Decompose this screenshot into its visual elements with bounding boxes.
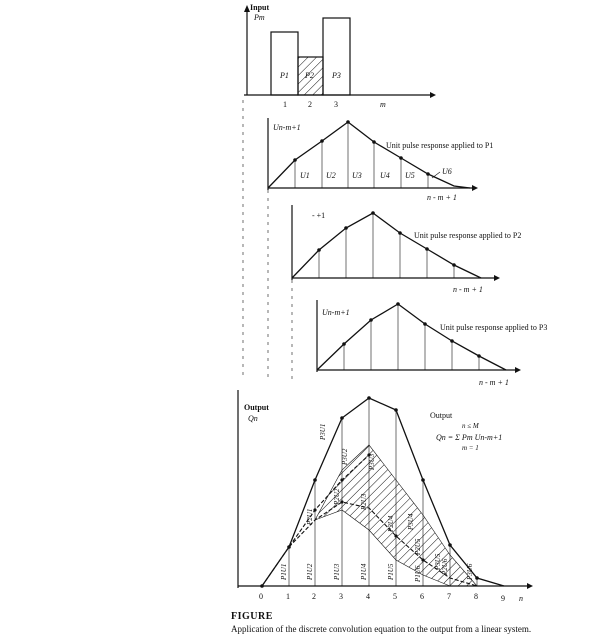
out-tick-6: 6 <box>420 592 424 601</box>
equation-upper-limit: n ≤ M <box>462 422 479 430</box>
term-p2u6: P2U6 <box>441 558 449 575</box>
input-axis-label: Input <box>250 3 270 12</box>
output-axis-symbol: Qn <box>248 414 258 423</box>
response-3-ylabel: Un-m+1 <box>322 308 350 317</box>
out-tick-7: 7 <box>447 592 451 601</box>
out-tick-4: 4 <box>366 592 370 601</box>
term-p3u5: P3U5 <box>434 553 442 570</box>
response-panel-p1 <box>268 118 493 202</box>
response-1-caption: Unit pulse response applied to P1 <box>386 141 494 150</box>
term-p2u1: P2U1 <box>306 508 314 525</box>
term-p1u3: P1U3 <box>333 563 341 580</box>
term-p3u6: P3U6 <box>466 563 474 580</box>
input-x-symbol: m <box>380 100 386 109</box>
response-2-marker: - +1 <box>312 211 326 220</box>
input-tick-3: 3 <box>334 100 338 109</box>
response-3-caption: Unit pulse response applied to P3 <box>440 323 548 332</box>
response-1-xlabel: n - m + 1 <box>427 193 457 202</box>
out-tick-9: 9 <box>501 594 505 603</box>
input-tick-2: 2 <box>308 100 312 109</box>
response-panel-p2 <box>292 205 521 294</box>
seg-label-u6: U6 <box>442 167 452 176</box>
term-p3u1: P3U1 <box>319 423 327 440</box>
output-axis-label: Output <box>244 403 269 412</box>
pulse-label-p2: P2 <box>305 71 314 80</box>
output-panel <box>238 390 533 603</box>
input-tick-1: 1 <box>283 100 287 109</box>
seg-label-u4: U4 <box>380 171 390 180</box>
out-tick-3: 3 <box>339 592 343 601</box>
pulse-p3 <box>323 18 350 95</box>
input-panel <box>244 3 436 109</box>
pulse-label-p1: P1 <box>280 71 289 80</box>
figure-title: FIGURE <box>231 611 273 622</box>
term-p3u3: P3U3 <box>368 453 376 470</box>
term-p1u1: P1U1 <box>280 563 288 580</box>
term-p2u2: P2U2 <box>333 488 341 505</box>
response-2-caption: Unit pulse response applied to P2 <box>414 231 522 240</box>
out-tick-2: 2 <box>312 592 316 601</box>
out-tick-0: 0 <box>259 592 263 601</box>
output-legend-title: Output <box>430 411 453 420</box>
seg-label-u3: U3 <box>352 171 362 180</box>
term-p1u6: P1U6 <box>414 565 422 582</box>
term-p1u5: P1U5 <box>387 563 395 580</box>
pulse-label-p3: P3 <box>332 71 341 80</box>
seg-label-u1: U1 <box>300 171 310 180</box>
term-p2u3: P2U3 <box>360 493 368 510</box>
term-p1u4: P1U4 <box>360 563 368 580</box>
input-axis-symbol: Pm <box>254 13 265 22</box>
pulse-p1 <box>271 32 298 95</box>
seg-label-u5: U5 <box>405 171 415 180</box>
out-x-symbol: n <box>519 594 523 603</box>
out-tick-5: 5 <box>393 592 397 601</box>
out-tick-8: 8 <box>474 592 478 601</box>
term-p1u2: P1U2 <box>306 563 314 580</box>
equation-lower-limit: m = 1 <box>462 444 479 452</box>
figure-description: Application of the discrete convolution equation to the output from a linear system. <box>231 624 532 634</box>
figure-caption <box>231 611 601 634</box>
term-p3u2: P3U2 <box>341 448 349 465</box>
response-2-xlabel: n - m + 1 <box>453 285 483 294</box>
response-3-xlabel: n - m + 1 <box>479 378 509 387</box>
response-1-ylabel: Un-m+1 <box>273 123 301 132</box>
seg-label-u2: U2 <box>326 171 336 180</box>
out-tick-1: 1 <box>286 592 290 601</box>
term-p2u4: P2U4 <box>387 515 395 532</box>
term-p3u4: P3U4 <box>407 513 415 530</box>
term-p2u5: P2U5 <box>414 538 422 555</box>
output-equation: Qn = Σ Pm Un-m+1 <box>436 433 503 442</box>
response-panel-p3 <box>317 300 547 387</box>
